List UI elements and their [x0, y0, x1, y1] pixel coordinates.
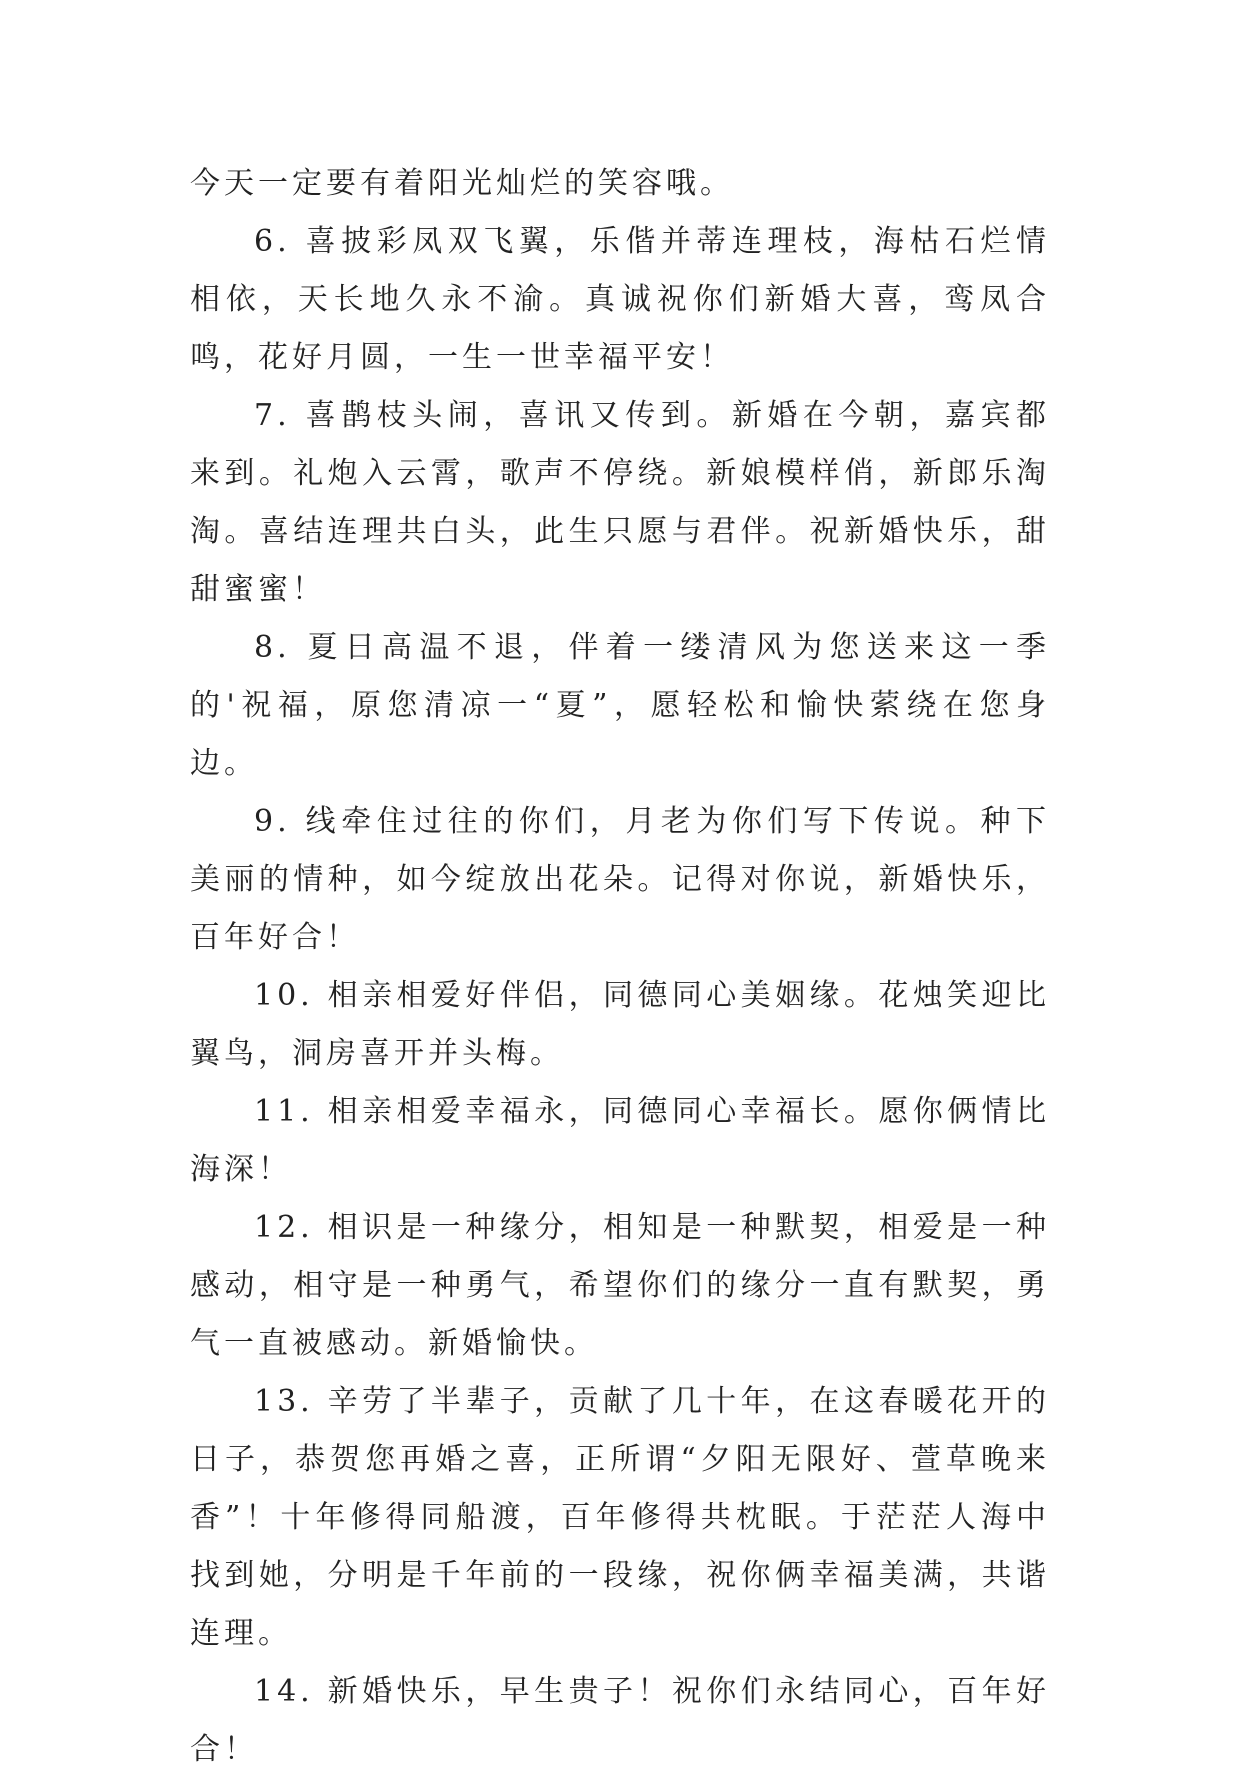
paragraph-item-12: 12. 相识是一种缘分，相知是一种默契，相爱是一种感动，相守是一种勇气，希望你们的缘分一直有默契，勇气一直被感动。新婚愉快。 [190, 1210, 1050, 1361]
paragraph-item-6: 6. 喜披彩凤双飞翼，乐偕并蒂连理枝，海枯石烂情相依，天长地久永不渝。真诚祝你们新婚大喜，鸾凤合鸣，花好月圆，一生一世幸福平安！ [190, 224, 1050, 375]
paragraph-item-13: 13. 辛劳了半辈子，贡献了几十年，在这春暖花开的日子，恭贺您再婚之喜，正所谓“夕阳无限好、萱草晚来香”！十年修得同船渡，百年修得共枕眠。于茫茫人海中找到她，分明是千年前的一段缘，祝你俩幸福美满，共谐连理。 [190, 1384, 1050, 1651]
paragraph-item-11: 11. 相亲相爱幸福永，同德同心幸福长。愿你俩情比海深！ [190, 1094, 1050, 1187]
paragraph-item-7: 7. 喜鹊枝头闹，喜讯又传到。新婚在今朝，嘉宾都来到。礼炮入云霄，歌声不停绕。新娘模样俏，新郎乐淘淘。喜结连理共白头，此生只愿与君伴。祝新婚快乐，甜甜蜜蜜！ [190, 398, 1050, 607]
paragraph-item-8: 8. 夏日高温不退，伴着一缕清风为您送来这一季的'祝福，原您清凉一“夏”，愿轻松和愉快萦绕在您身边。 [190, 630, 1050, 781]
paragraph-item-10: 10. 相亲相爱好伴侣，同德同心美姻缘。花烛笑迎比翼鸟，洞房喜开并头梅。 [190, 978, 1050, 1071]
paragraph-continuation: 今天一定要有着阳光灿烂的笑容哦。 [190, 166, 734, 201]
paragraph-item-14: 14. 新婚快乐，早生贵子！祝你们永结同心，百年好合！ [190, 1674, 1050, 1767]
paragraph-item-9: 9. 线牵住过往的你们，月老为你们写下传说。种下美丽的情种，如今绽放出花朵。记得对你说，新婚快乐，百年好合！ [190, 804, 1050, 955]
document-body [190, 155, 1050, 1779]
